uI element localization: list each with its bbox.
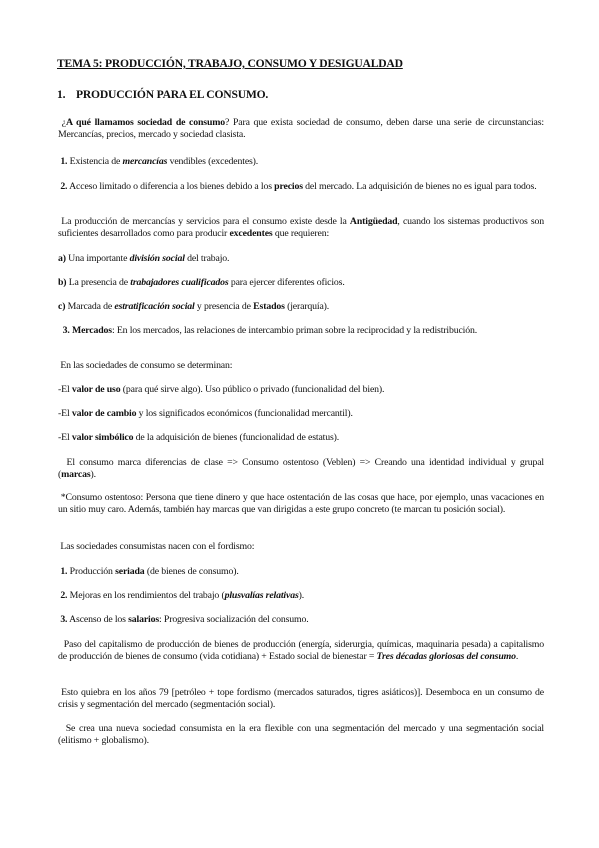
text: -El (58, 408, 72, 419)
text: (jerarquía). (284, 301, 330, 312)
section-heading (57, 88, 268, 101)
text: Acceso limitado o diferencia a los bienes debido a los (67, 181, 275, 192)
text: Mejoras en los rendimientos del trabajo ( (67, 590, 225, 601)
list-number: 3. (62, 325, 70, 336)
text: (de bienes de consumo). (144, 566, 239, 577)
text: ¿ (61, 117, 66, 128)
bold-text: Antigüedad (349, 216, 398, 227)
text: -El (58, 384, 72, 395)
text: y presencia de (194, 301, 254, 312)
text: ). (298, 590, 305, 601)
list-number: a) (58, 253, 66, 264)
text: -El (58, 432, 72, 443)
list-number: 1. (60, 156, 68, 167)
list-number: 2. (60, 181, 68, 192)
text: ). (90, 469, 96, 480)
paragraph-ostentatious-consumption (58, 492, 544, 516)
text: : Progresiva socialización del consumo. (159, 614, 309, 625)
text: El consumo marca diferencias de clase => Consumo ostentoso (Veblen) => Creando una identidad individual y grupal ( (58, 457, 544, 480)
section-number: 1. (57, 88, 66, 101)
value-of-exchange (58, 408, 544, 420)
list-item-b (58, 277, 544, 289)
text: Paso del capitalismo de producción de bienes de producción (energía, siderurgia, químicas, maquinaria pesada) a capitalismo de producción de bienes de consumo (vida cotidiana) + Estado social de bienestar = (58, 639, 544, 662)
list-item-3-markets (58, 325, 544, 337)
paragraph-capitalism-transition (58, 639, 544, 663)
text: que requieren: (272, 228, 330, 239)
fordism-item-3 (58, 614, 544, 626)
bold-text: A qué llamamos sociedad de consumo (65, 117, 226, 128)
text: Producción (67, 566, 116, 577)
paragraph-consumer-society (58, 117, 544, 141)
list-number: c) (58, 301, 66, 312)
list-item-a (58, 253, 544, 265)
text: La producción de mercancías y servicios para el consumo existe desde la (61, 216, 350, 227)
document-title: TEMA 5: PRODUCCIÓN, TRABAJO, CONSUMO Y DESIGUALDAD (57, 57, 403, 70)
list-number: b) (58, 277, 67, 288)
text: del mercado. La adquisición de bienes no es igual para todos. (302, 181, 537, 192)
paragraph-flexible-era (58, 723, 544, 747)
paragraph-antiquity (58, 216, 544, 240)
bold-text: precios (274, 181, 303, 192)
text: : En los mercados, las relaciones de intercambio priman sobre la reciprocidad y la redistribución. (111, 325, 478, 336)
text: Existencia de (67, 156, 123, 167)
text: de la adquisición de bienes (funcionalidad de estatus). (133, 432, 340, 443)
list-number: 2. (60, 590, 68, 601)
list-item-1 (58, 156, 544, 168)
bold-text: Estados (253, 301, 285, 312)
text: Se crea una nueva sociedad consumista en la era flexible con una segmentación del mercado y una segmentación social (elitismo + globalismo). (58, 723, 545, 746)
section-title: PRODUCCIÓN PARA EL CONSUMO. (76, 88, 269, 101)
bold-text: trabajadores cualificados (130, 277, 229, 288)
symbolic-value (58, 432, 544, 444)
bold-text: mercancías (122, 156, 168, 167)
list-item-2 (58, 181, 544, 193)
text: La presencia de (66, 277, 131, 288)
paragraph-crisis (58, 687, 544, 711)
text: En las sociedades de consumo se determinan: (60, 360, 233, 371)
bold-text: valor simbólico (71, 432, 134, 443)
text: Marcada de (65, 301, 115, 312)
text: Ascenso de los (67, 614, 129, 625)
text: , cuando los sistemas productivos son suficientes desarrollados como para producir (58, 216, 544, 239)
bold-text: plusvalías relativas (224, 590, 299, 601)
list-number: 3. (60, 614, 68, 625)
bold-text: valor de uso (71, 384, 121, 395)
bold-text: seriada (115, 566, 145, 577)
value-of-use (58, 384, 544, 396)
paragraph-determined (58, 360, 544, 372)
text: Esto quiebra en los años 79 [petróleo + tope fordismo (mercados saturados, tigres asiáticos)]. Desemboca en un consumo de crisis y segmentación del mercado (segmentación social). (58, 687, 544, 710)
text: del trabajo. (184, 253, 230, 264)
paragraph-class-differences (58, 457, 544, 481)
text: y los significados económicos (funcionalidad mercantil). (136, 408, 353, 419)
bold-text: marcas (61, 469, 91, 480)
list-number: 1. (60, 566, 68, 577)
bold-text: división social (129, 253, 185, 264)
bold-text: Tres décadas gloriosas del consumo (376, 651, 516, 662)
fordism-item-2 (58, 590, 544, 602)
bold-text: valor de cambio (71, 408, 137, 419)
fordism-item-1 (58, 566, 544, 578)
text: (para qué sirve algo). Uso público o privado (funcionalidad del bien). (120, 384, 385, 395)
text: ? Para que exista sociedad de consumo, deben darse una serie de circunstancias: Mercancías, precios, mercado y sociedad clasista. (58, 117, 544, 140)
text: vendibles (excedentes). (167, 156, 259, 167)
text: Una importante (65, 253, 130, 264)
text: *Consumo ostentoso: Persona que tiene dinero y que hace ostentación de las cosas que hace, por ejemplo, unas vacaciones en un sitio muy caro. Además, también hay marcas que van dirigidas a este grupo concreto (te marcan tu posición social). (58, 492, 544, 515)
text: Las sociedades consumistas nacen con el fordismo: (60, 541, 255, 552)
text: . (515, 651, 519, 662)
list-item-c (58, 301, 544, 313)
bold-text: excedentes (229, 228, 273, 239)
paragraph-fordism (58, 541, 544, 553)
text: para ejercer diferentes oficios. (228, 277, 345, 288)
bold-text: salarios (128, 614, 160, 625)
bold-text: estratificación social (114, 301, 195, 312)
bold-text: Mercados (71, 325, 112, 336)
